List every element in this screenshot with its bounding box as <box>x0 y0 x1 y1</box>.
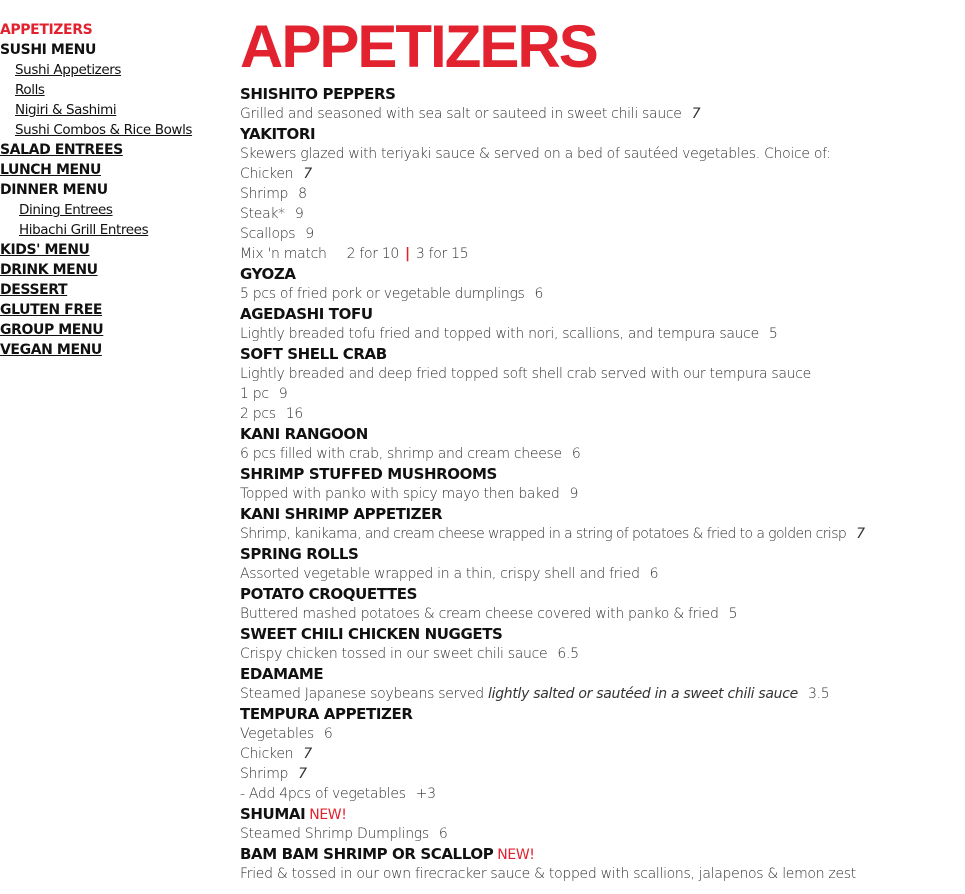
nav-sushi-combos[interactable]: Sushi Combos & Rice Bowls <box>15 122 193 138</box>
item-name: SHUMAI NEW! <box>240 805 347 823</box>
item-option: 1 pc 9 <box>240 386 288 402</box>
item-name: SWEET CHILI CHICKEN NUGGETS <box>240 625 503 643</box>
item-option: Shrimp 7 <box>240 766 307 782</box>
item-description: Lightly breaded tofu fried and topped with nori, scallions, and tempura sauce 5 <box>240 326 778 342</box>
new-badge: NEW! <box>309 807 347 823</box>
item-name: BAM BAM SHRIMP OR SCALLOP NEW! <box>240 845 535 863</box>
item-description: Assorted vegetable wrapped in a thin, crispy shell and fried 6 <box>240 566 659 582</box>
item-option: Chicken 7 <box>240 166 312 182</box>
item-name: POTATO CROQUETTES <box>240 585 418 603</box>
item-name: YAKITORI <box>240 125 316 143</box>
nav-sushi-menu[interactable]: SUSHI MENU <box>0 42 96 58</box>
item-name: GYOZA <box>240 265 296 283</box>
item-addon: - Add 4pcs of vegetables +3 <box>240 786 436 802</box>
nav-dessert[interactable]: DESSERT <box>0 282 68 298</box>
nav-nigiri-sashimi[interactable]: Nigiri & Sashimi <box>15 102 117 118</box>
item-description: 5 pcs of fried pork or vegetable dumplings 6 <box>240 286 544 302</box>
item-description: Steamed Shrimp Dumplings 6 <box>240 826 448 842</box>
separator: | <box>405 246 410 262</box>
page-title: APPETIZERS <box>240 13 597 80</box>
item-price: 7 <box>691 106 701 122</box>
item-description: Grilled and seasoned with sea salt or sauteed in sweet chili sauce 7 <box>240 106 701 122</box>
nav-drink-menu[interactable]: DRINK MENU <box>0 262 98 278</box>
item-description: Steamed Japanese soybeans served lightly salted or sautéed in a sweet chili sauce 3.5 <box>240 686 830 702</box>
item-option: Steak* 9 <box>240 206 304 222</box>
item-option: Chicken 7 <box>240 746 312 762</box>
item-option: 2 pcs 16 <box>240 406 303 422</box>
nav-dinner-menu[interactable]: DINNER MENU <box>0 182 108 198</box>
nav-hibachi-grill[interactable]: Hibachi Grill Entrees <box>19 222 149 238</box>
nav-gluten-free[interactable]: GLUTEN FREE <box>0 302 103 318</box>
menu-content <box>240 14 960 884</box>
nav-vegan-menu[interactable]: VEGAN MENU <box>0 342 102 358</box>
item-name: SOFT SHELL CRAB <box>240 345 387 363</box>
nav-dining-entrees[interactable]: Dining Entrees <box>19 202 113 218</box>
item-name: EDAMAME <box>240 665 324 683</box>
item-name: SHRIMP STUFFED MUSHROOMS <box>240 465 497 483</box>
sidebar-nav <box>0 20 230 360</box>
item-name: SHISHITO PEPPERS <box>240 85 396 103</box>
item-name: AGEDASHI TOFU <box>240 305 373 323</box>
nav-group-menu[interactable]: GROUP MENU <box>0 322 104 338</box>
new-badge: NEW! <box>497 847 535 863</box>
item-description: Shrimp, kanikama, and cream cheese wrapped in a string of potatoes & fried to a golden crisp 7 <box>240 526 865 542</box>
item-description: 6 pcs filled with crab, shrimp and cream cheese 6 <box>240 446 581 462</box>
item-name: TEMPURA APPETIZER <box>240 705 413 723</box>
nav-appetizers[interactable]: APPETIZERS <box>0 22 93 38</box>
item-description: Skewers glazed with teriyaki sauce & served on a bed of sautéed vegetables. Choice of: <box>240 146 831 162</box>
nav-salad-entrees[interactable]: SALAD ENTREES <box>0 142 123 158</box>
nav-sushi-appetizers[interactable]: Sushi Appetizers <box>15 62 122 78</box>
item-name: KANI RANGOON <box>240 425 368 443</box>
item-option: Mix 'n match 2 for 10 | 3 for 15 <box>240 246 469 262</box>
nav-kids-menu[interactable]: KIDS' MENU <box>0 242 90 258</box>
nav-lunch-menu[interactable]: LUNCH MENU <box>0 162 101 178</box>
item-option: Scallops 9 <box>240 226 314 242</box>
item-description: Buttered mashed potatoes & cream cheese covered with panko & fried 5 <box>240 606 738 622</box>
nav-rolls[interactable]: Rolls <box>15 82 45 98</box>
item-description: Fried & tossed in our own firecracker sauce & topped with scallions, jalapenos & lemon zest <box>240 866 856 882</box>
item-option: Vegetables 6 <box>240 726 333 742</box>
item-description: Topped with panko with spicy mayo then baked 9 <box>240 486 579 502</box>
item-name: KANI SHRIMP APPETIZER <box>240 505 443 523</box>
item-description: Crispy chicken tossed in our sweet chili sauce 6.5 <box>240 646 579 662</box>
item-option: Shrimp 8 <box>240 186 307 202</box>
item-name: SPRING ROLLS <box>240 545 359 563</box>
item-description: Lightly breaded and deep fried topped soft shell crab served with our tempura sauce <box>240 366 811 382</box>
